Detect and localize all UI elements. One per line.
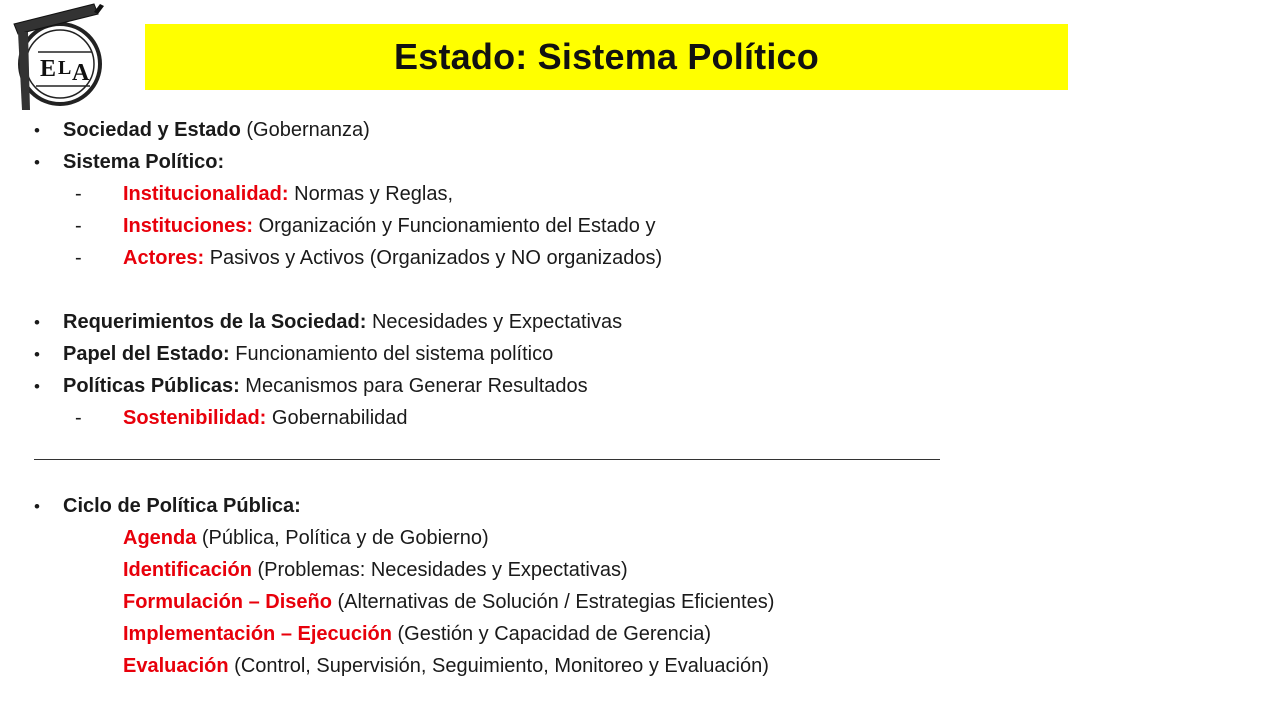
cycle-step-agenda: Agenda (Pública, Política y de Gobierno)	[123, 527, 489, 549]
slide-title: Estado: Sistema Político	[394, 36, 819, 77]
dash-icon: -	[75, 215, 82, 237]
bullet-icon: •	[34, 345, 40, 364]
bullet-icon: •	[34, 121, 40, 140]
svg-text:L: L	[58, 57, 72, 79]
bullet-sociedad-estado: • Sociedad y Estado (Gobernanza)	[34, 114, 370, 146]
dash-icon: -	[75, 183, 82, 205]
bullet-ciclo-politica: • Ciclo de Política Pública:	[34, 490, 301, 522]
bullet-sistema-politico: • Sistema Político:	[34, 146, 224, 178]
cycle-step-formulacion: Formulación – Diseño (Alternativas de Solución / Estrategias Eficientes)	[123, 591, 775, 613]
sub-item-sostenibilidad: - Sostenibilidad: Gobernabilidad	[34, 402, 408, 434]
cycle-step-identificacion: Identificación (Problemas: Necesidades y Expectativas)	[123, 559, 628, 581]
ela-emblem-logo	[8, 2, 108, 114]
svg-text:E: E	[40, 56, 57, 82]
sub-item-institucionalidad: - Institucionalidad: Normas y Reglas,	[34, 178, 453, 210]
bullet-icon: •	[34, 497, 40, 516]
bullet-icon: •	[34, 377, 40, 396]
sub-item-actores: - Actores: Pasivos y Activos (Organizados y NO organizados)	[34, 242, 662, 274]
bullet-politicas-publicas: • Políticas Públicas: Mecanismos para Generar Resultados	[34, 370, 588, 402]
bullet-icon: •	[34, 153, 40, 172]
sub-item-instituciones: - Instituciones: Organización y Funcionamiento del Estado y	[34, 210, 655, 242]
section-divider	[34, 459, 940, 460]
cycle-step-evaluacion: Evaluación (Control, Supervisión, Seguimiento, Monitoreo y Evaluación)	[123, 655, 769, 677]
title-banner	[145, 24, 1068, 90]
bullet-requerimientos: • Requerimientos de la Sociedad: Necesidades y Expectativas	[34, 306, 622, 338]
cycle-step-implementacion: Implementación – Ejecución (Gestión y Capacidad de Gerencia)	[123, 623, 712, 645]
bullet-papel-estado: • Papel del Estado: Funcionamiento del sistema político	[34, 338, 553, 370]
bullet-icon: •	[34, 313, 40, 332]
svg-text:A: A	[72, 60, 90, 86]
dash-icon: -	[75, 407, 82, 429]
dash-icon: -	[75, 247, 82, 269]
